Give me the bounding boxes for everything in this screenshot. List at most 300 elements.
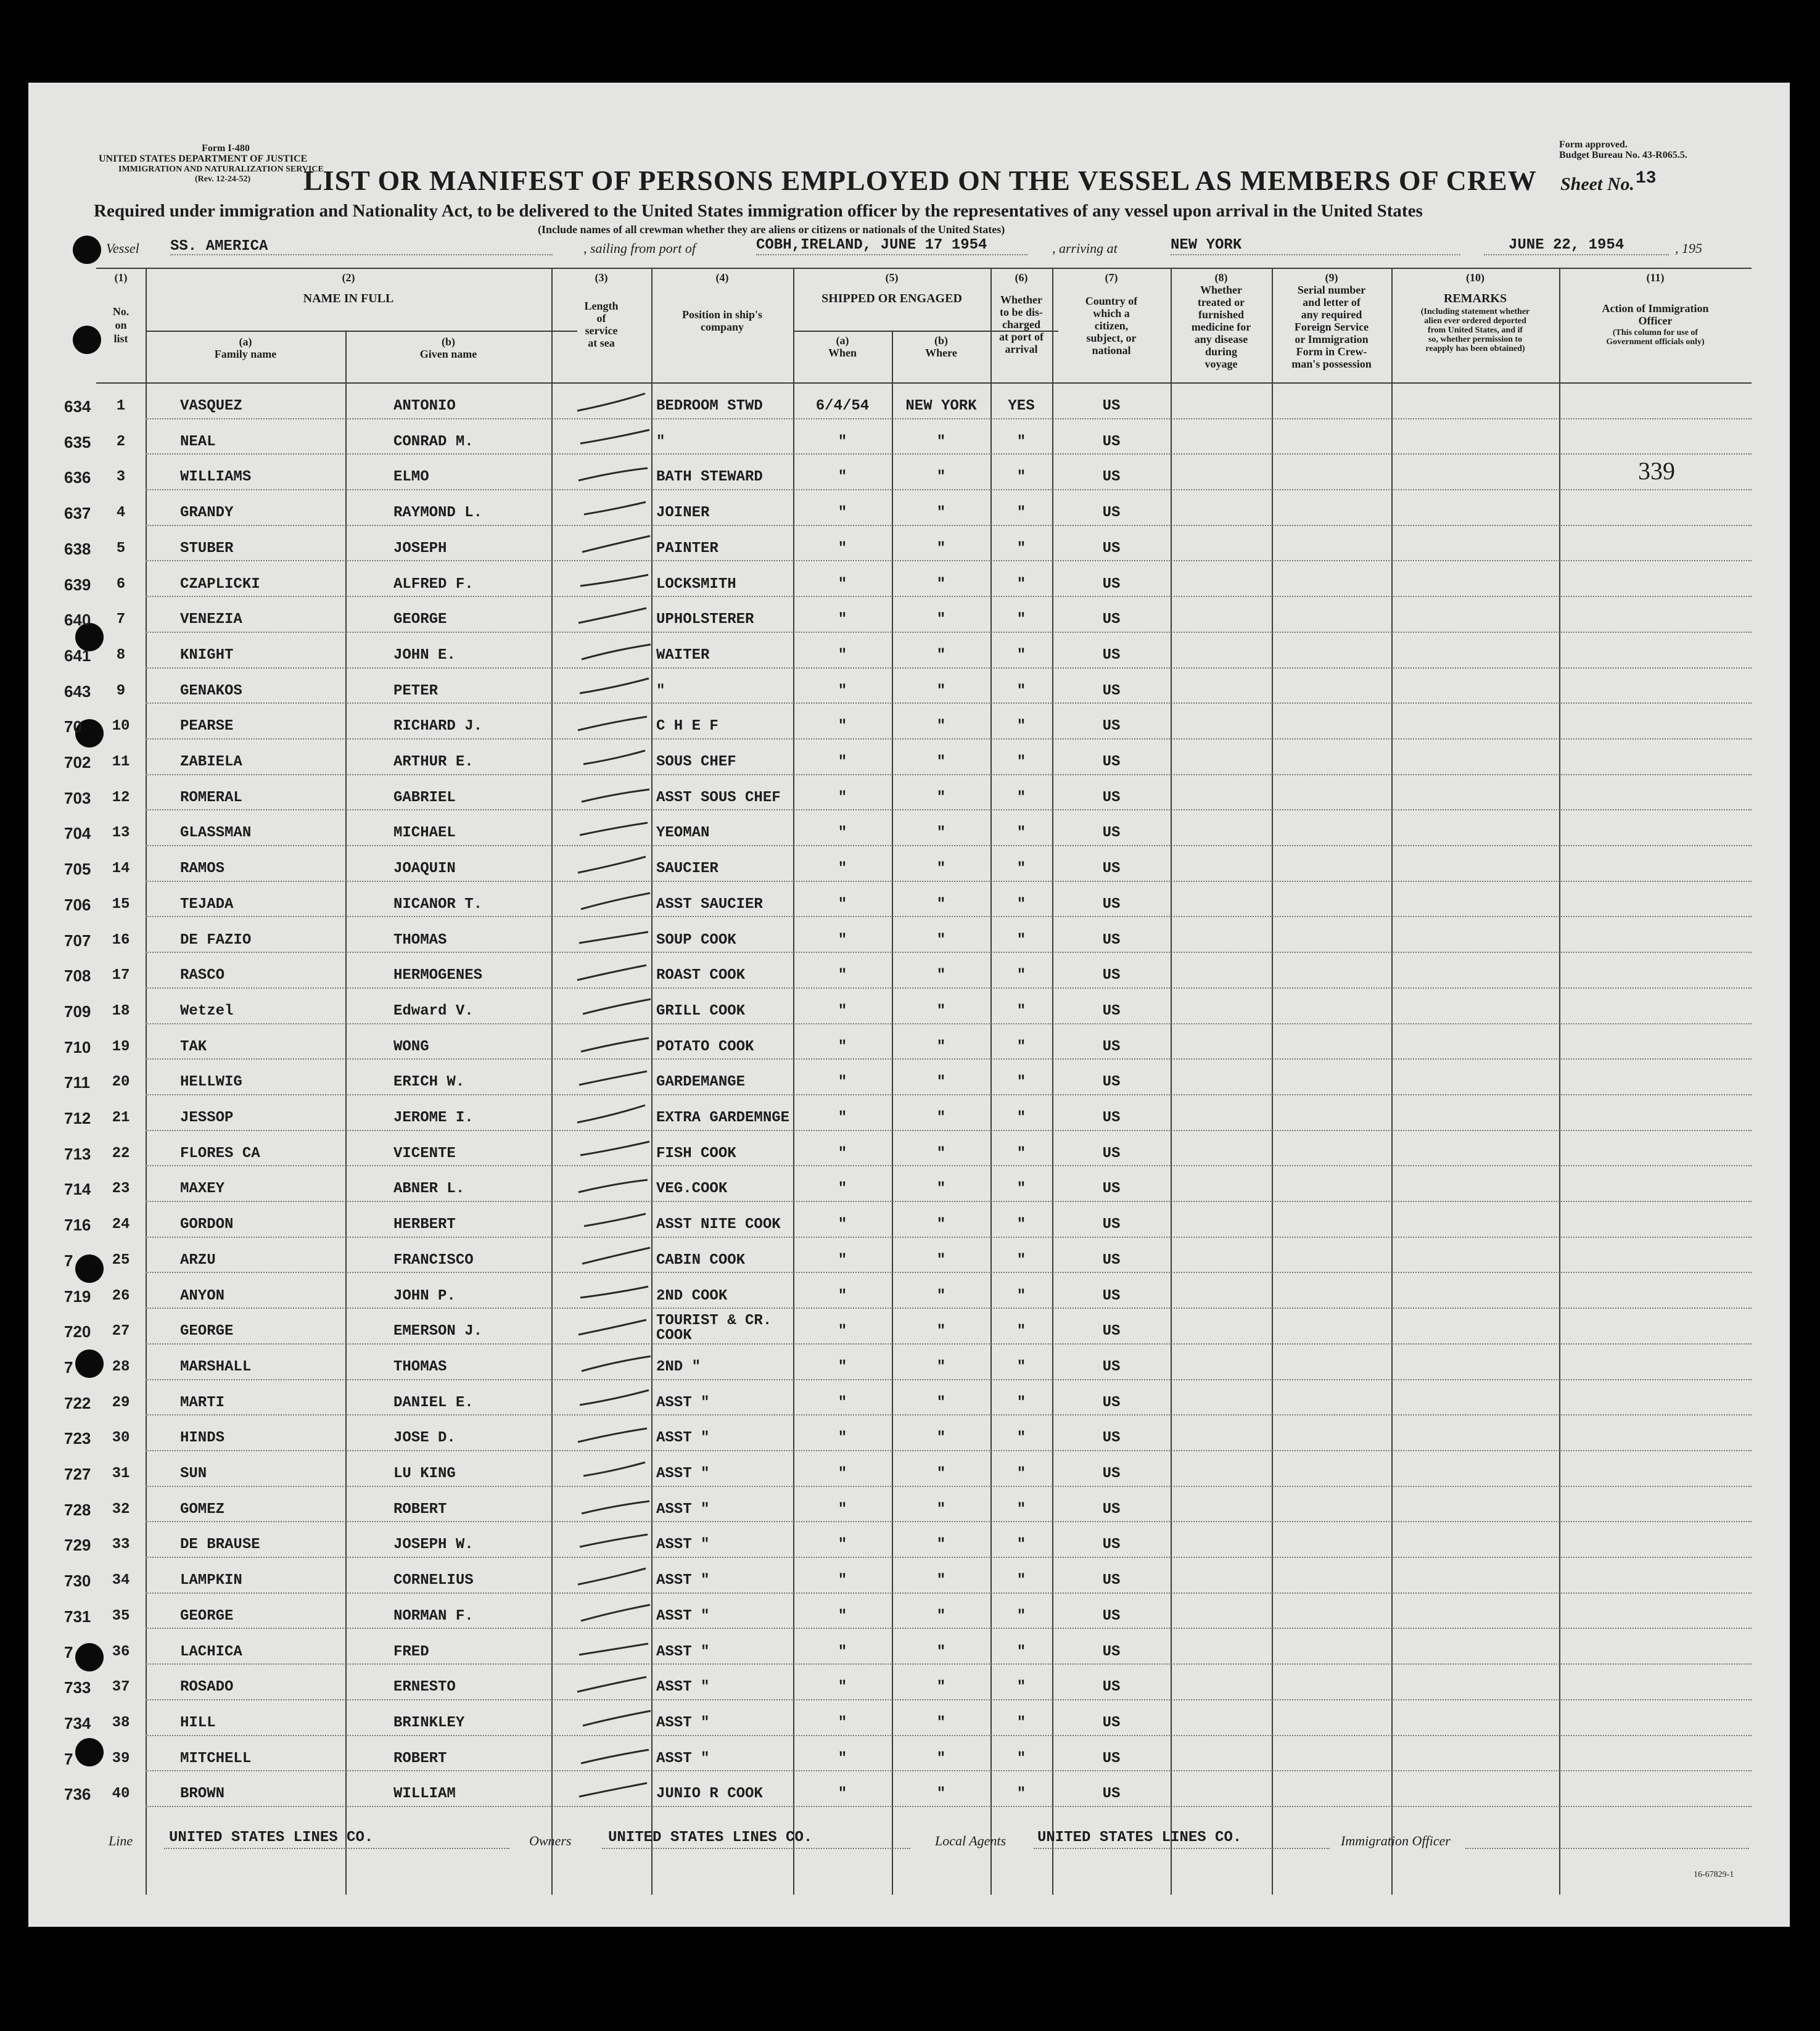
hand-list-number: 703 <box>64 788 91 807</box>
arriving-label: , arriving at <box>1052 241 1118 256</box>
given-name: JOHN P. <box>393 1287 456 1304</box>
table-row <box>28 1702 1790 1737</box>
check-mark-icon <box>571 1741 670 1772</box>
given-name: DANIEL E. <box>393 1394 474 1411</box>
row-number: 12 <box>112 789 130 806</box>
shipped-when: " <box>838 718 847 735</box>
shipped-when: " <box>838 1180 847 1198</box>
shipped-where: " <box>936 1358 946 1375</box>
hand-list-number: 639 <box>64 575 91 594</box>
discharge-status: " <box>1016 1714 1026 1731</box>
given-name: THOMAS <box>393 1358 447 1375</box>
owners-value: UNITED STATES LINES CO. <box>608 1829 813 1846</box>
table-row <box>28 1061 1790 1097</box>
country: US <box>1102 1145 1121 1162</box>
row-number: 25 <box>112 1251 130 1269</box>
col-1-number: (1) <box>114 271 128 284</box>
hand-list-number: 708 <box>64 966 91 986</box>
country: US <box>1102 611 1121 628</box>
country: US <box>1102 789 1121 806</box>
family-name: ARZU <box>180 1251 216 1269</box>
col-11-number: (11) <box>1646 271 1665 284</box>
hand-list-number: 709 <box>64 1002 91 1021</box>
family-name: LACHICA <box>180 1643 242 1660</box>
country: US <box>1102 682 1121 699</box>
col-3-label: Length of service at sea <box>584 300 619 349</box>
shipped-when: " <box>838 1465 847 1482</box>
given-name: JOSE D. <box>393 1430 456 1447</box>
position: ASST " <box>656 1714 710 1731</box>
table-row <box>28 954 1790 990</box>
shipped-when: " <box>838 1643 847 1660</box>
hand-list-number: 731 <box>64 1607 91 1626</box>
hand-list-number: 727 <box>64 1465 91 1483</box>
row-number: 20 <box>112 1074 130 1091</box>
row-number: 11 <box>112 754 130 770</box>
row-number: 34 <box>112 1572 130 1589</box>
country: US <box>1102 1394 1121 1411</box>
table-row <box>28 527 1790 563</box>
check-mark-icon <box>571 389 670 419</box>
agents-label: Local Agents <box>935 1833 1007 1848</box>
position: UPHOLSTERER <box>656 611 754 628</box>
row-number: 30 <box>112 1430 130 1447</box>
given-name: ERNESTO <box>393 1679 456 1696</box>
position: YEOMAN <box>656 825 710 842</box>
check-mark-icon <box>571 459 670 490</box>
col-11-note: (This column for use of Government officials only) <box>1606 328 1705 347</box>
given-name: HERMOGENES <box>393 967 483 984</box>
given-name: FRANCISCO <box>393 1251 474 1269</box>
given-name: ERICH W. <box>393 1074 465 1091</box>
position: ASST NITE COOK <box>656 1216 781 1234</box>
shipped-where: " <box>936 1394 946 1411</box>
shipped-when: " <box>838 1750 847 1767</box>
table-row <box>28 883 1790 919</box>
discharge-status: " <box>1016 860 1026 878</box>
row-number: 21 <box>112 1110 130 1126</box>
col-5-label: SHIPPED OR ENGAGED <box>821 292 962 305</box>
shipped-when: " <box>838 1501 847 1518</box>
shipped-where: " <box>936 931 946 949</box>
discharge-status: " <box>1016 505 1026 522</box>
table-row <box>28 1132 1790 1168</box>
subtitle-note: (Include names of all crewman whether they are aliens or citizens or nationals of the United States) <box>538 223 1005 236</box>
budget-bureau: Budget Bureau No. 43-R065.5. <box>1559 150 1687 160</box>
officer-action-number: 339 <box>1638 457 1675 485</box>
col-2-number: (2) <box>342 271 355 284</box>
shipped-where: " <box>936 1714 946 1731</box>
position: ASST " <box>656 1750 710 1767</box>
discharge-status: " <box>1016 825 1026 842</box>
check-mark-icon <box>571 1456 670 1487</box>
hand-list-number: 638 <box>64 539 91 558</box>
shipped-where: " <box>936 718 946 735</box>
family-name: TEJADA <box>180 896 234 913</box>
shipped-when: " <box>838 1074 847 1091</box>
family-name: HILL <box>180 1714 216 1731</box>
table-row <box>28 812 1790 847</box>
family-name: ANYON <box>180 1287 225 1304</box>
revision: (Rev. 12-24-52) <box>195 175 251 184</box>
family-name: FLORES CA <box>180 1145 260 1162</box>
check-mark-icon <box>571 1279 670 1309</box>
country: US <box>1102 825 1121 842</box>
discharge-status: " <box>1016 433 1026 450</box>
country: US <box>1102 860 1121 878</box>
discharge-status: " <box>1016 1501 1026 1518</box>
check-mark-icon <box>571 887 670 918</box>
row-number: 4 <box>116 505 126 522</box>
hand-list-number: 634 <box>64 397 91 416</box>
discharge-status: " <box>1016 1323 1026 1340</box>
manifest-title: LIST OR MANIFEST OF PERSONS EMPLOYED ON THE VESSEL AS MEMBERS OF CREW <box>303 165 1537 196</box>
given-name: NORMAN F. <box>393 1607 474 1625</box>
given-name: ABNER L. <box>393 1180 465 1198</box>
position: ROAST COOK <box>656 967 746 984</box>
shipped-where: " <box>936 1323 946 1340</box>
shipped-where: " <box>936 540 946 557</box>
family-name: DE FAZIO <box>180 931 252 949</box>
table-row <box>28 741 1790 777</box>
hand-list-number: 7 <box>64 1749 73 1768</box>
position: ASST " <box>656 1465 710 1482</box>
country: US <box>1102 754 1121 770</box>
discharge-status: " <box>1016 1750 1026 1767</box>
check-mark-icon <box>571 1563 670 1594</box>
row-number: 1 <box>116 398 126 414</box>
table-row <box>28 777 1790 812</box>
discharge-status: " <box>1016 1536 1026 1554</box>
given-name: MICHAEL <box>393 825 456 842</box>
country: US <box>1102 398 1121 414</box>
row-number: 26 <box>112 1287 130 1304</box>
table-row <box>28 1168 1790 1203</box>
family-name: MITCHELL <box>180 1750 252 1767</box>
shipped-when: " <box>838 1394 847 1411</box>
hand-list-number: 712 <box>64 1109 91 1127</box>
col-5-number: (5) <box>885 271 899 284</box>
hand-list-number: 635 <box>64 432 91 451</box>
check-mark-icon <box>571 1385 670 1416</box>
shipped-where: " <box>936 1216 946 1234</box>
line-value: UNITED STATES LINES CO. <box>169 1829 374 1846</box>
country: US <box>1102 1750 1121 1767</box>
shipped-when: " <box>838 433 847 450</box>
col-11-label: Action of Immigration Officer <box>1602 302 1709 327</box>
row-number: 5 <box>116 540 126 557</box>
country: US <box>1102 1038 1121 1055</box>
position: ASST " <box>656 1430 710 1447</box>
table-row <box>28 1417 1790 1452</box>
row-number: 14 <box>112 860 130 878</box>
shipped-when: " <box>838 1002 847 1020</box>
hand-list-number: 723 <box>64 1429 91 1448</box>
row-number: 22 <box>112 1145 130 1162</box>
shipped-where: " <box>936 433 946 450</box>
check-mark-icon <box>571 1527 670 1558</box>
position: ASST SAUCIER <box>656 896 763 913</box>
check-mark-icon <box>571 1314 670 1345</box>
country: US <box>1102 1251 1121 1269</box>
shipped-when: " <box>838 1251 847 1269</box>
country: US <box>1102 1358 1121 1375</box>
given-name: THOMAS <box>393 931 447 949</box>
check-mark-icon <box>571 495 670 526</box>
table-row <box>28 563 1790 599</box>
row-number: 33 <box>112 1536 130 1554</box>
shipped-when: " <box>838 1038 847 1055</box>
shipped-when: " <box>838 682 847 699</box>
shipped-where: " <box>936 1430 946 1447</box>
discharge-status: " <box>1016 1607 1026 1625</box>
family-name: MAXEY <box>180 1180 225 1198</box>
position: ASST " <box>656 1536 710 1554</box>
country: US <box>1102 1572 1121 1589</box>
check-mark-icon <box>571 1634 670 1665</box>
col-6-number: (6) <box>1015 271 1028 284</box>
discharge-status: " <box>1016 469 1026 486</box>
shipped-where: " <box>936 967 946 984</box>
shipped-where: " <box>936 1501 946 1518</box>
check-mark-icon <box>571 744 670 775</box>
shipped-when: " <box>838 1358 847 1375</box>
check-mark-icon <box>571 531 670 562</box>
shipped-where: " <box>936 646 946 664</box>
shipped-when: " <box>838 1110 847 1126</box>
family-name: WILLIAMS <box>180 469 252 486</box>
given-name: BRINKLEY <box>393 1714 465 1731</box>
service: IMMIGRATION AND NATURALIZATION SERVICE <box>118 165 324 174</box>
position: JOINER <box>656 505 710 522</box>
discharge-status: " <box>1016 1679 1026 1696</box>
row-number: 24 <box>112 1216 130 1234</box>
shipped-where: " <box>936 1145 946 1162</box>
sailing-label: , sailing from port of <box>583 241 696 256</box>
hand-list-number: 713 <box>64 1144 91 1163</box>
country: US <box>1102 1714 1121 1731</box>
shipped-when: " <box>838 1679 847 1696</box>
table-row <box>28 634 1790 670</box>
col-7-label: Country of which a citizen, subject, or national <box>1085 295 1138 356</box>
hand-list-number: 707 <box>64 931 91 950</box>
shipped-when: 6/4/54 <box>815 398 870 414</box>
department: UNITED STATES DEPARTMENT OF JUSTICE <box>99 154 308 164</box>
country: US <box>1102 1180 1121 1198</box>
shipped-where: " <box>936 1465 946 1482</box>
col-8-label: Whether treated or furnished medicine for any disease during voyage <box>1191 284 1251 370</box>
discharge-status: " <box>1016 967 1026 984</box>
hand-list-number: 716 <box>64 1216 91 1235</box>
country: US <box>1102 1501 1121 1518</box>
discharge-status: " <box>1016 1643 1026 1660</box>
shipped-when: " <box>838 1287 847 1304</box>
shipped-where: " <box>936 682 946 699</box>
vessel-label: Vessel <box>106 241 139 256</box>
row-number: 18 <box>112 1002 130 1020</box>
country: US <box>1102 967 1121 984</box>
family-name: CZAPLICKI <box>180 575 260 593</box>
col-3-number: (3) <box>595 271 608 284</box>
given-name: NICANOR T. <box>393 896 483 913</box>
country: US <box>1102 1110 1121 1126</box>
table-row <box>28 990 1790 1026</box>
col-4-label: Position in ship's company <box>681 308 763 333</box>
given-name: JEROME I. <box>393 1110 474 1126</box>
row-number: 6 <box>116 575 126 593</box>
sheet-label: Sheet No. <box>1560 174 1634 194</box>
shipped-when: " <box>838 754 847 770</box>
check-mark-icon <box>571 780 670 811</box>
country: US <box>1102 505 1121 522</box>
given-name: PETER <box>393 682 439 699</box>
discharge-status: " <box>1016 1572 1026 1589</box>
shipped-when: " <box>838 469 847 486</box>
country: US <box>1102 1430 1121 1447</box>
position: ASST " <box>656 1572 710 1589</box>
col-7-number: (7) <box>1105 271 1118 284</box>
family-name: PEARSE <box>180 718 234 735</box>
country: US <box>1102 1074 1121 1091</box>
shipped-where: " <box>936 1251 946 1269</box>
col-1-label: No. on list <box>112 305 130 345</box>
col-2a-number: (a) <box>239 336 252 348</box>
discharge-status: " <box>1016 1430 1026 1447</box>
shipped-when: " <box>838 1714 847 1731</box>
country: US <box>1102 1465 1121 1482</box>
check-mark-icon <box>571 602 670 633</box>
manifest-page <box>28 83 1790 1927</box>
row-number: 15 <box>112 896 130 913</box>
country: US <box>1102 646 1121 664</box>
col-6-label: Whether to be dis- charged at port of arrival <box>999 294 1044 355</box>
hand-list-number: 722 <box>64 1393 91 1412</box>
form-approved: Form approved. <box>1559 139 1628 150</box>
print-code: 16-67829-1 <box>1694 1870 1734 1879</box>
given-name: HERBERT <box>393 1216 456 1234</box>
country: US <box>1102 1643 1121 1660</box>
subtitle: Required under immigration and Nationality Act, to be delivered to the United States immigration officer by the representatives of any vessel upon arrival in the United States <box>94 201 1423 221</box>
table-row <box>28 598 1790 634</box>
position: " <box>656 433 665 450</box>
position: ASST " <box>656 1607 710 1625</box>
agents-value: UNITED STATES LINES CO. <box>1037 1829 1242 1846</box>
shipped-where: " <box>936 505 946 522</box>
table-row <box>28 1203 1790 1239</box>
hand-list-number: 710 <box>64 1037 91 1057</box>
given-name: WONG <box>393 1038 429 1055</box>
position: " <box>656 682 665 699</box>
check-mark-icon <box>571 1492 670 1523</box>
given-name: GABRIEL <box>393 789 456 806</box>
family-name: ZABIELA <box>180 754 242 770</box>
shipped-where: " <box>936 825 946 842</box>
row-number: 17 <box>112 967 130 984</box>
check-mark-icon <box>571 1136 670 1167</box>
hand-list-number: 640 <box>64 611 91 630</box>
hand-list-number: 714 <box>64 1180 91 1199</box>
family-name: HINDS <box>180 1430 225 1447</box>
table-row <box>28 385 1790 421</box>
given-name: JOHN E. <box>393 646 456 664</box>
check-mark-icon <box>571 1420 670 1451</box>
family-name: JESSOP <box>180 1110 234 1126</box>
table-row <box>28 1097 1790 1132</box>
check-mark-icon <box>571 1349 670 1380</box>
hand-list-number: 719 <box>64 1287 91 1306</box>
form-number: Form I-480 <box>202 143 250 154</box>
check-mark-icon <box>571 1029 670 1060</box>
discharge-status: " <box>1016 754 1026 770</box>
family-name: GOMEZ <box>180 1501 225 1518</box>
col-5a-label: When <box>828 347 857 359</box>
shipped-when: " <box>838 1572 847 1589</box>
shipped-when: " <box>838 825 847 842</box>
family-name: STUBER <box>180 540 234 557</box>
shipped-where: " <box>936 469 946 486</box>
given-name: ALFRED F. <box>393 575 474 593</box>
given-name: EMERSON J. <box>393 1323 483 1340</box>
family-name: HELLWIG <box>180 1074 242 1091</box>
hand-list-number: 734 <box>64 1713 91 1732</box>
shipped-where: " <box>936 896 946 913</box>
given-name: RICHARD J. <box>393 718 483 735</box>
position: FISH COOK <box>656 1145 736 1162</box>
table-row <box>28 421 1790 456</box>
table-row <box>28 1488 1790 1524</box>
check-mark-icon <box>571 1171 670 1202</box>
given-name: ROBERT <box>393 1501 447 1518</box>
country: US <box>1102 1786 1121 1803</box>
family-name: VASQUEZ <box>180 398 242 414</box>
shipped-when: " <box>838 1607 847 1625</box>
hand-list-number: 702 <box>64 753 91 772</box>
check-mark-icon <box>571 994 670 1024</box>
discharge-status: " <box>1016 1216 1026 1234</box>
shipped-where: " <box>936 1750 946 1767</box>
given-name: GEORGE <box>393 611 447 628</box>
family-name: SUN <box>180 1465 207 1482</box>
position: 2ND " <box>656 1358 701 1375</box>
check-mark-icon <box>571 709 670 739</box>
shipped-when: " <box>838 611 847 628</box>
col-10-number: (10) <box>1466 271 1484 284</box>
row-number: 32 <box>112 1501 130 1518</box>
shipped-when: " <box>838 505 847 522</box>
given-name: ARTHUR E. <box>393 754 474 770</box>
hand-list-number: 728 <box>64 1500 91 1519</box>
position: WAITER <box>656 646 710 664</box>
position: ASST " <box>656 1679 710 1696</box>
col-2b-number: (b) <box>442 336 455 348</box>
family-name: KNIGHT <box>180 646 234 664</box>
shipped-when: " <box>838 860 847 878</box>
shipped-when: " <box>838 1145 847 1162</box>
discharge-status: " <box>1016 1465 1026 1482</box>
discharge-status: " <box>1016 1394 1026 1411</box>
hand-list-number: 643 <box>64 682 91 701</box>
country: US <box>1102 575 1121 593</box>
check-mark-icon <box>571 923 670 954</box>
owners-label: Owners <box>529 1833 572 1848</box>
position: JUNIO R COOK <box>656 1786 763 1803</box>
shipped-when: " <box>838 540 847 557</box>
row-number: 40 <box>112 1786 130 1803</box>
position: ASST " <box>656 1394 710 1411</box>
position: TOURIST & CR. COOK <box>656 1312 772 1345</box>
discharge-status: " <box>1016 1110 1026 1126</box>
position: ASST " <box>656 1643 710 1660</box>
